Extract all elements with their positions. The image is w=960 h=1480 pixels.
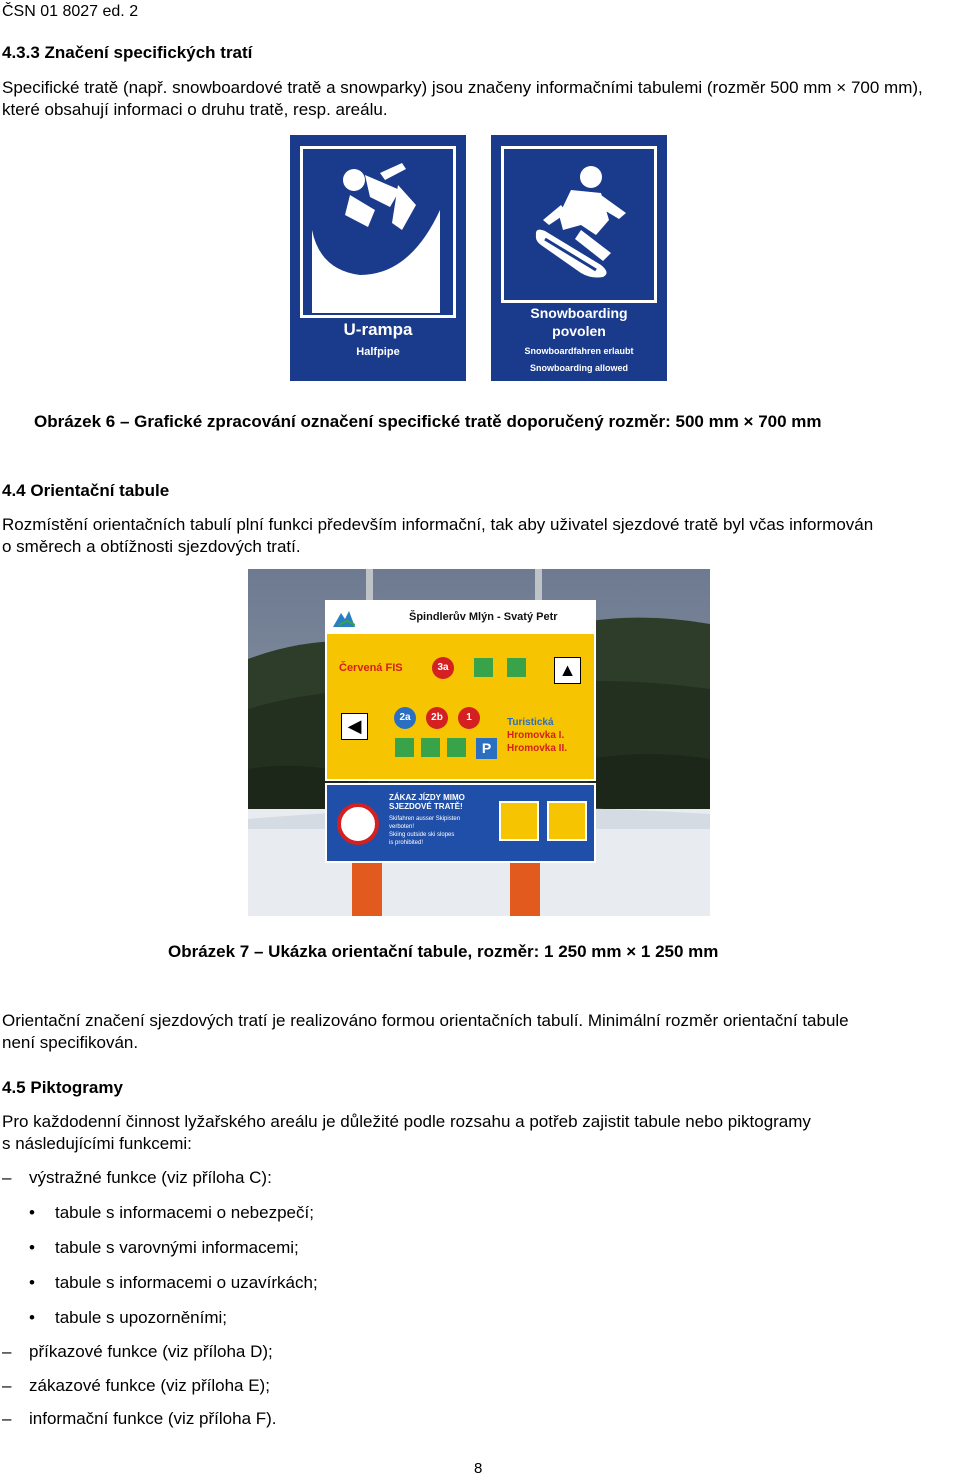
board-row1-label: Červená FIS [339, 662, 403, 674]
list-item: příkazové funkce (viz příloha D); [29, 1342, 273, 1361]
list-item: zákazové funkce (viz příloha E); [29, 1376, 270, 1395]
warning-line: verboten! [389, 824, 415, 830]
section-heading-4-5: 4.5 Piktogramy [2, 1078, 123, 1097]
figure-7-caption: Obrázek 7 – Ukázka orientační tabule, rozměr: 1 250 mm × 1 250 mm [168, 942, 719, 961]
hazard-sign-icon [547, 801, 587, 841]
lift-icon [474, 658, 493, 677]
badge-2b: 2b [426, 707, 448, 729]
paragraph-line: Rozmístění orientačních tabulí plní funkci především informační, tak aby uživatel sjezdové tratě byl včas informován [2, 515, 874, 534]
warning-title-1: ZÁKAZ JÍZDY MIMO [389, 793, 465, 802]
board-row2-label-2: Hromovka I. [507, 730, 565, 741]
board-row2-label-1: Turistická [507, 717, 554, 728]
board-top-title: Špindlerův Mlýn - Svatý Petr [409, 611, 558, 623]
sign-snowboarding-de: Snowboardfahren erlaubt [524, 346, 634, 356]
sign-snowboarding-allowed [491, 135, 667, 381]
paragraph-line: které obsahují informaci o druhu tratě, resp. areálu. [2, 100, 388, 119]
sign-snowboarding-title-1: Snowboarding [530, 305, 628, 321]
document-code: ČSN 01 8027 ed. 2 [2, 3, 139, 20]
page-number: 8 [474, 1460, 483, 1477]
list-item: informační funkce (viz příloha F). [29, 1409, 277, 1428]
list-item: tabule s informacemi o uzavírkách; [55, 1273, 318, 1292]
list-item: tabule s informacemi o nebezpečí; [55, 1203, 314, 1222]
sign-urampa-title: U-rampa [343, 320, 413, 339]
paragraph-line: není specifikován. [2, 1033, 139, 1052]
sign-urampa [290, 135, 466, 381]
section-heading-4-4: 4.4 Orientační tabule [2, 481, 170, 500]
bullet-marker: • [29, 1308, 35, 1327]
warning-title-2: SJEZDOVÉ TRATĚ! [389, 802, 463, 811]
section-heading-4-3-3: 4.3.3 Značení specifických tratí [2, 43, 253, 62]
bullet-marker: • [29, 1273, 35, 1292]
sign-snowboarding-title-2: povolen [552, 323, 606, 339]
arrow-up-icon: ▲ [554, 657, 581, 684]
paragraph-line: o směrech a obtížnosti sjezdových tratí. [2, 537, 301, 556]
list-item: tabule s upozorněními; [55, 1308, 227, 1327]
dash-marker: – [2, 1376, 12, 1395]
orientation-sign-photo [248, 569, 710, 916]
snowboarder-pictogram-icon [491, 135, 667, 315]
bullet-marker: • [29, 1203, 35, 1222]
hazard-sign-icon [499, 801, 539, 841]
figure-6-caption: Obrázek 6 – Grafické zpracování označení specifické tratě doporučený rozměr: 500 mm × 700 mm [34, 412, 822, 431]
lift-icon [447, 738, 466, 757]
warning-line: Skiing outside ski slopes [389, 832, 455, 838]
board-row2-label-3: Hromovka II. [507, 743, 568, 754]
dash-marker: – [2, 1168, 12, 1187]
badge-3a: 3a [432, 657, 454, 679]
warning-board [325, 783, 596, 863]
dash-marker: – [2, 1342, 12, 1361]
direction-board [325, 600, 596, 781]
resort-logo-icon [333, 609, 355, 627]
parking-icon: P [476, 738, 497, 759]
bullet-marker: • [29, 1238, 35, 1257]
list-item: tabule s varovnými informacemi; [55, 1238, 299, 1257]
arrow-left-icon: ◀ [341, 713, 368, 740]
badge-1: 1 [458, 707, 480, 729]
paragraph-line: Specifické tratě (např. snowboardové tratě a snowparky) jsou značeny informačními tabulemi (rozměr 500 mm × 700 mm), [2, 78, 923, 97]
lift-icon [395, 738, 414, 757]
warning-line: is prohibited! [389, 840, 424, 846]
list-item: výstražné funkce (viz příloha C): [29, 1168, 272, 1187]
paragraph-line: s následujícími funkcemi: [2, 1134, 192, 1153]
sign-snowboarding-en: Snowboarding allowed [529, 363, 628, 373]
sign-urampa-subtitle: Halfpipe [356, 346, 400, 358]
lift-icon [421, 738, 440, 757]
dash-marker: – [2, 1409, 12, 1428]
no-skiing-sign-icon [337, 803, 379, 845]
paragraph-line: Orientační značení sjezdových tratí je realizováno formou orientačních tabulí. Minimální rozměr orientační tabule [2, 1011, 849, 1030]
paragraph-line: Pro každodenní činnost lyžařského areálu je důležité podle rozsahu a potřeb zajistit tabule nebo piktogramy [2, 1112, 811, 1131]
halfpipe-pictogram-icon [290, 135, 466, 335]
lift-icon [507, 658, 526, 677]
warning-line: Skifahren ausser Skipisten [389, 816, 461, 822]
badge-2a: 2a [394, 707, 416, 729]
